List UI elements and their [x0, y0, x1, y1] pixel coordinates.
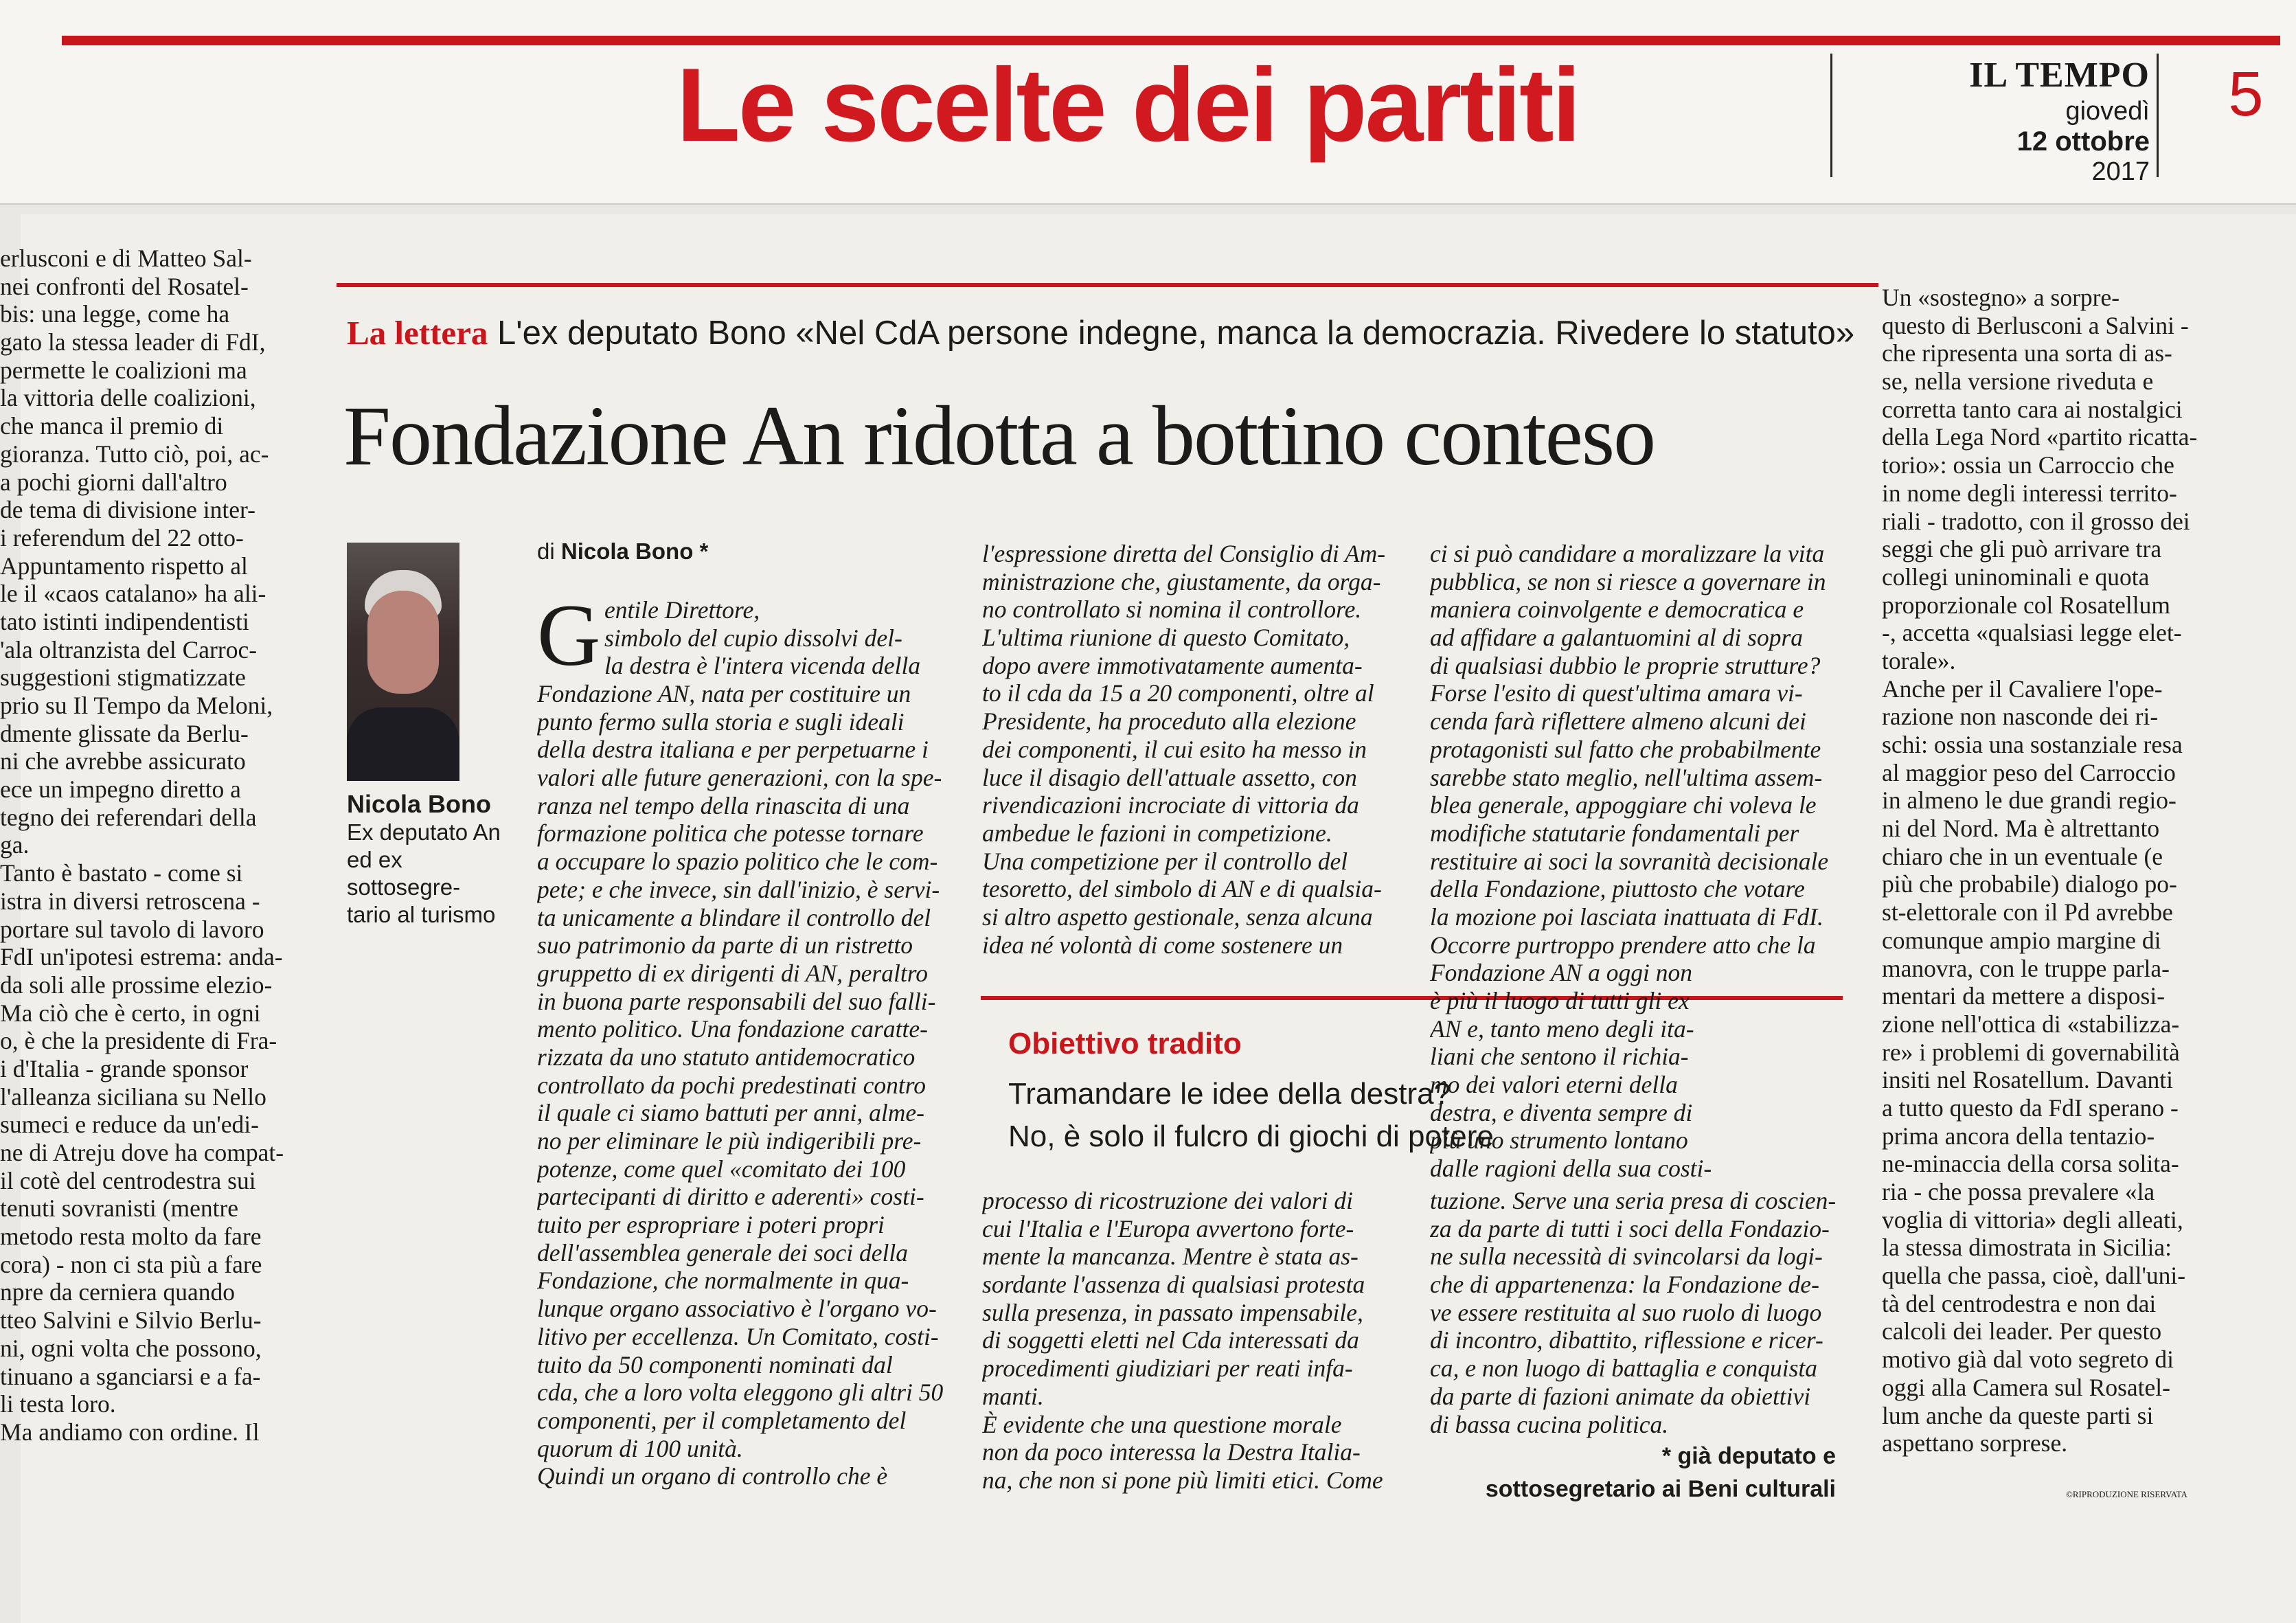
caption-line: sottosegre-: [347, 874, 461, 900]
text-line: partecipanti di diritto e aderenti» costi-: [537, 1183, 924, 1211]
caption-name: Nicola Bono: [347, 790, 492, 818]
text-line: ministrazione che, giustamente, da orga-: [982, 567, 1381, 595]
box-quote-line: No, è solo il fulcro di giochi di potere: [1008, 1120, 1494, 1153]
text-line: ta unicamente a blindare il controllo del: [537, 903, 931, 931]
left-continuation-column: [0, 245, 316, 1501]
text-line: gruppetto di ex dirigenti di AN, peraltro: [537, 959, 928, 987]
text-line: quorum di 100 unità.: [537, 1434, 743, 1462]
text-line: no per eliminare le più indigeribili pre-: [537, 1127, 922, 1155]
text-line: ni che avrebbe assicurato: [0, 747, 246, 775]
text-line: Ma andiamo con ordine. Il: [0, 1418, 260, 1446]
text-line: pete; e che invece, sin dall'inizio, è servi-: [537, 875, 940, 903]
kicker-text: L'ex deputato Bono «Nel CdA persone indegne, manca la democrazia. Rivedere lo statuto»: [488, 315, 1855, 352]
text-line: liani che sentono il richia-: [1430, 1043, 1689, 1071]
box-label: Obiettivo tradito: [1008, 1027, 1242, 1060]
text-line: i referendum del 22 otto-: [0, 523, 244, 552]
text-line: torale».: [1882, 646, 1956, 674]
page-number: 5: [2228, 59, 2264, 129]
text-line: ne-minaccia della corsa solita-: [1882, 1150, 2179, 1178]
text-line: o, è che la presidente di Fra-: [0, 1027, 277, 1055]
text-line: sulla presenza, in passato impensabile,: [982, 1298, 1363, 1326]
text-line: st-elettorale con il Pd avrebbe: [1882, 898, 2173, 927]
caption-line: Ex deputato An: [347, 819, 501, 845]
text-line: le il «caos catalano» ha ali-: [0, 580, 266, 608]
text-line: L'ultima riunione di questo Comitato,: [982, 624, 1350, 652]
text-line: a pochi giorni dall'altro: [0, 468, 227, 496]
text-line: Una competizione per il controllo del: [982, 847, 1348, 875]
text-line: sumeci e reduce da un'edi-: [0, 1111, 259, 1139]
text-line: ca, e non luogo di battaglia e conquista: [1430, 1354, 1817, 1383]
text-line: metodo resta molto da fare: [0, 1223, 262, 1251]
text-line: ci si può candidare a moralizzare la vita: [1430, 540, 1825, 567]
text-line: che manca il premio di: [0, 412, 224, 440]
text-line: ni, ogni volta che possono,: [0, 1334, 262, 1362]
text-line: Ma ciò che è certo, in ogni: [0, 999, 261, 1027]
text-line: controllato da pochi predestinati contro: [537, 1071, 926, 1099]
text-line: rizzata da uno statuto antidemocratico: [537, 1043, 916, 1071]
text-line: destra, e diventa sempre di: [1430, 1098, 1693, 1126]
text-line: de tema di divisione inter-: [0, 496, 255, 524]
text-line: na, che non si pone più limiti etici. Come: [982, 1466, 1383, 1494]
text-line: lum anche da queste parti si: [1882, 1401, 2154, 1429]
article-column-2-bottom: [982, 1187, 1394, 1503]
text-line: insiti nel Rosatellum. Davanti: [1882, 1066, 2173, 1094]
text-line: zione nell'ottica di «stabilizza-: [1882, 1010, 2180, 1038]
text-line: bis: una legge, come ha: [0, 300, 230, 328]
text-line: tuito per espropriare i poteri propri: [537, 1211, 885, 1239]
text-line: tinuano a sganciarsi e a fa-: [0, 1362, 261, 1390]
text-line: istra in diversi retroscena -: [0, 887, 260, 915]
text-line: re» i problemi di governabilità: [1882, 1038, 2180, 1066]
text-line: il quale ci siamo battuti per anni, alme-: [537, 1099, 924, 1127]
text-line: di incontro, dibattito, riflessione e ricer-: [1430, 1326, 1823, 1354]
text-line: in buona parte responsabili del suo falli-: [537, 987, 936, 1015]
text-line: tà del centrodestra e non dai: [1882, 1289, 2157, 1317]
text-line: gioranza. Tutto ciò, poi, ac-: [0, 440, 269, 468]
text-line: Fondazione AN, nata per costituire un: [537, 680, 911, 707]
text-line: Fondazione AN a oggi non: [1430, 959, 1692, 987]
text-line: Quindi un organo di controllo che è: [537, 1462, 888, 1490]
text-line: mentari da mettere a disposi-: [1882, 982, 2166, 1010]
masthead: [1868, 55, 2150, 187]
text-line: rivendicazioni incrociate di vittoria da: [982, 791, 1359, 819]
text-line: calcoli dei leader. Per questo: [1882, 1317, 2162, 1346]
text-line: li testa loro.: [0, 1390, 116, 1418]
text-line: ga.: [0, 831, 30, 859]
text-line: cenda farà riflettere almeno alcuni dei: [1430, 707, 1806, 736]
text-line: chiaro che in un eventuale (e: [1882, 842, 2163, 870]
text-line: tesoretto, del simbolo di AN e di qualsia-: [982, 875, 1382, 903]
text-line: processo di ricostruzione dei valori di: [982, 1187, 1354, 1214]
text-line: ranza nel tempo della rinascita di una: [537, 791, 910, 819]
text-line: 'ala oltranzista del Carroc-: [0, 635, 258, 663]
text-line: cora) - non ci sta più a fare: [0, 1250, 262, 1278]
text-line: schi: ossia una sostanziale resa: [1882, 731, 2183, 758]
text-line: ve essere restituita al suo ruolo di luogo: [1430, 1298, 1822, 1326]
text-line: za da parte di tutti i soci della Fondazio-: [1430, 1214, 1830, 1242]
text-line: seggi che gli può arrivare tra: [1882, 535, 2162, 563]
text-line: non da poco interessa la Destra Italia-: [982, 1438, 1361, 1466]
text-line: da parte di fazioni animate da obiettivi: [1430, 1382, 1811, 1410]
text-line: cda, che a loro volta eleggono gli altri 50: [537, 1378, 944, 1407]
text-line: proporzionale col Rosatellum: [1882, 591, 2170, 619]
text-line: comunque ampio margine di: [1882, 926, 2161, 954]
text-line: permette le coalizioni ma: [0, 356, 247, 384]
text-line: la destra è l'intera vicenda della: [604, 652, 921, 680]
text-line: sarebbe stato meglio, nell'ultima assem-: [1430, 763, 1823, 791]
article-column-3-bottom: [1430, 1187, 1842, 1448]
text-line: luce il disagio dell'attuale assetto, con: [982, 763, 1357, 791]
text-line: pubblica, se non si riesce a governare in: [1430, 567, 1826, 595]
author-signature: * già deputato e sottosegretario ai Beni culturali: [1485, 1443, 1836, 1502]
text-line: tteo Salvini e Silvio Berlu-: [0, 1306, 262, 1335]
text-line: no controllato si nomina il controllore.: [982, 595, 1362, 624]
text-line: ambedue le fazioni in competizione.: [982, 819, 1332, 847]
text-line: motivo già dal voto segreto di: [1882, 1346, 2174, 1374]
right-continuation-column: [1882, 284, 2234, 1479]
text-line: tuito da 50 componenti nominati dal: [537, 1350, 893, 1378]
text-line: portare sul tavolo di lavoro: [0, 915, 264, 943]
text-line: nei confronti del Rosatel-: [0, 272, 249, 300]
text-line: si altro aspetto gestionale, senza alcuna: [982, 903, 1373, 931]
text-line: npre da cerniera quando: [0, 1278, 235, 1306]
text-line: della destra italiana e per perpetuarne i: [537, 736, 929, 764]
text-line: ria - che possa prevalere «la: [1882, 1178, 2155, 1205]
text-line: di bassa cucina politica.: [1430, 1410, 1669, 1438]
text-line: è più il luogo di tutti gli ex: [1430, 987, 1690, 1014]
text-line: tato istinti indipendentisti: [0, 607, 249, 635]
text-line: collegi uninominali e quota: [1882, 563, 2150, 591]
box-quote: [1008, 1073, 1494, 1158]
text-line: da soli alle prossime elezio-: [0, 971, 273, 999]
text-line: Un «sostegno» a sorpre-: [1882, 284, 2120, 311]
text-line: to il cda da 15 a 20 componenti, oltre al: [982, 679, 1374, 707]
text-line: maniera coinvolgente e democratica e: [1430, 595, 1804, 624]
photo-caption: [347, 790, 505, 929]
text-line: mo dei valori eterni della: [1430, 1071, 1678, 1099]
article-column-1-intro: [604, 596, 948, 680]
text-line: mento politico. Una fondazione caratte-: [537, 1015, 928, 1043]
kicker-label: La lettera: [347, 314, 488, 352]
text-line: a tutto questo da FdI sperano -: [1882, 1093, 2179, 1122]
article-headline: Fondazione An ridotta a bottino conteso: [343, 389, 1655, 483]
text-line: di soggetti eletti nel Cda interessati da: [982, 1326, 1359, 1354]
article-column-2-top: [982, 540, 1394, 966]
text-line: valori alle future generazioni, con la spe-: [537, 764, 942, 792]
issue-year: 2017: [2091, 157, 2150, 186]
reproduction-notice: ©RIPRODUZIONE RISERVATA: [2066, 1489, 2187, 1499]
text-line: il cotè del centrodestra sui: [0, 1166, 256, 1194]
text-line: suggestioni stigmatizzate: [0, 663, 246, 692]
text-line: lunque organo associativo è l'organo vo-: [537, 1295, 937, 1323]
article-kicker: [347, 309, 1855, 357]
header-divider: [1830, 54, 1832, 177]
page-number-divider: [2157, 54, 2159, 177]
text-line: idea né volontà di come sostenere un: [982, 931, 1343, 959]
text-line: -, accetta «qualsiasi legge elet-: [1882, 619, 2182, 647]
caption-line: ed ex: [347, 847, 402, 872]
text-line: Fondazione, che normalmente in qua-: [537, 1267, 909, 1295]
text-line: sordante l'assenza di qualsiasi protesta: [982, 1271, 1365, 1299]
text-line: torio»: ossia un Carroccio che: [1882, 451, 2174, 479]
text-line: modifiche statutarie fondamentali per: [1430, 819, 1799, 847]
text-line: di qualsiasi dubbio le proprie strutture?: [1430, 651, 1821, 679]
text-line: gato la stessa leader di FdI,: [0, 328, 266, 356]
text-line: l'alleanza siciliana su Nello: [0, 1082, 266, 1111]
text-line: potenze, come quel «comitato dei 100: [537, 1155, 906, 1183]
text-line: più che probabile) dialogo po-: [1882, 870, 2177, 898]
text-line: tegno dei referendari della: [0, 803, 257, 831]
text-line: È evidente che una questione morale: [982, 1410, 1342, 1438]
text-line: tenuti sovranisti (mentre: [0, 1194, 239, 1223]
text-line: prima ancora della tentazio-: [1882, 1122, 2155, 1150]
text-line: ece un impegno diretto a: [0, 775, 241, 804]
text-line: dell'assemblea generale dei soci della: [537, 1238, 908, 1267]
text-line: se, nella versione riveduta e: [1882, 367, 2154, 396]
text-line: protagonisti sul fatto che probabilmente: [1430, 735, 1821, 763]
text-line: manovra, con le truppe parla-: [1882, 954, 2170, 982]
text-line: aspettano sorprese.: [1882, 1429, 2068, 1457]
text-line: punto fermo sulla storia e sugli ideali: [537, 707, 905, 736]
text-line: Anche per il Cavaliere l'ope-: [1882, 674, 2163, 703]
text-line: ad affidare a galantuomini al di sopra: [1430, 624, 1804, 652]
text-line: in almeno le due grandi regio-: [1882, 786, 2176, 815]
text-line: questo di Berlusconi a Salvini -: [1882, 311, 2189, 339]
text-line: ne sulla necessità di svincolarsi da logi-: [1430, 1242, 1823, 1271]
text-line: formazione politica che potesse tornare: [537, 819, 924, 848]
text-line: cui l'Italia e l'Europa avvertono forte-: [982, 1214, 1354, 1242]
article-top-rule: [337, 283, 1878, 287]
text-line: Forse l'esito di quest'ultima amara vi-: [1430, 679, 1803, 707]
text-line: la mozione poi lasciata inattuata di FdI.: [1430, 903, 1823, 931]
text-line: della Lega Nord «partito ricatta-: [1882, 423, 2198, 451]
text-line: corretta tanto cara ai nostalgici: [1882, 395, 2183, 423]
text-line: oggi alla Camera sul Rosatel-: [1882, 1373, 2170, 1401]
text-line: che di appartenenza: la Fondazione de-: [1430, 1271, 1819, 1299]
text-line: litivo per eccellenza. Un Comitato, costi-: [537, 1322, 939, 1350]
text-line: suo patrimonio da parte di un ristretto: [537, 931, 913, 960]
text-line: più uno strumento lontano: [1430, 1126, 1688, 1155]
text-line: mente la mancanza. Mentre è stata as-: [982, 1242, 1359, 1271]
text-line: a occupare lo spazio politico che le com-: [537, 848, 938, 876]
text-line: ne di Atreju dove ha compat-: [0, 1139, 284, 1166]
text-line: la vittoria delle coalizioni,: [0, 384, 256, 412]
text-line: Appuntamento rispetto al: [0, 552, 248, 580]
text-line: l'espressione diretta del Consiglio di Am-: [982, 540, 1386, 567]
author-name: Nicola Bono *: [560, 538, 709, 564]
text-line: Tanto è bastato - come si: [0, 859, 243, 887]
text-line: della Fondazione, piuttosto che votare: [1430, 875, 1805, 903]
text-line: prio su Il Tempo da Meloni,: [0, 692, 273, 719]
text-line: blea generale, appoggiare chi voleva le: [1430, 791, 1817, 819]
byline: di Nicola Bono *: [537, 538, 709, 564]
text-line: razione non nasconde dei ri-: [1882, 703, 2159, 731]
caption-line: tario al turismo: [347, 902, 496, 927]
newspaper-name: IL TEMPO: [1969, 56, 2150, 95]
text-line: Occorre purtroppo prendere atto che la: [1430, 931, 1816, 959]
text-line: dopo avere immotivatamente aumenta-: [982, 651, 1363, 679]
text-line: quella che passa, cioè, dall'uni-: [1882, 1262, 2186, 1290]
text-line: riali - tradotto, con il grosso dei: [1882, 507, 2190, 535]
text-line: che ripresenta una sorta di as-: [1882, 339, 2172, 367]
text-line: tuzione. Serve una seria presa di coscien-: [1430, 1187, 1837, 1214]
text-line: in nome degli interessi territo-: [1882, 479, 2177, 507]
author-photo: [347, 543, 459, 781]
drop-cap: G: [537, 587, 601, 684]
text-line: restituire ai soci la sovranità decisionale: [1430, 847, 1829, 875]
text-line: entile Direttore,: [604, 596, 760, 624]
text-line: erlusconi e di Matteo Sal-: [0, 245, 252, 272]
text-line: simbolo del cupio dissolvi del-: [604, 624, 902, 652]
text-line: i d'Italia - grande sponsor: [0, 1054, 249, 1082]
text-line: la stessa dimostrata in Sicilia:: [1882, 1234, 2172, 1262]
section-title: Le scelte dei partiti: [677, 47, 1579, 163]
text-line: dmente glissate da Berlu-: [0, 719, 249, 747]
text-line: dalle ragioni della sua costi-: [1430, 1155, 1712, 1183]
issue-day: giovedì: [2065, 97, 2150, 126]
text-line: AN e, tanto meno degli ita-: [1430, 1014, 1694, 1043]
text-line: voglia di vittoria» degli alleati,: [1882, 1205, 2183, 1234]
text-line: ni del Nord. Ma è altrettanto: [1882, 815, 2160, 843]
text-line: dei componenti, il cui esito ha messo in: [982, 735, 1367, 763]
text-line: FdI un'ipotesi estrema: anda-: [0, 943, 283, 971]
page-header: [0, 0, 2296, 205]
text-line: al maggior peso del Carroccio: [1882, 758, 2176, 786]
text-line: procedimenti giudiziari per reati infa-: [982, 1354, 1353, 1383]
text-line: manti.: [982, 1382, 1044, 1410]
box-quote-line: Tramandare le idee della destra?: [1008, 1077, 1451, 1111]
issue-date: 12 ottobre: [2016, 126, 2150, 157]
article-column-1: [537, 680, 949, 1497]
text-line: Presidente, ha proceduto alla elezione: [982, 707, 1356, 736]
text-line: componenti, per il completamento del: [537, 1406, 907, 1434]
